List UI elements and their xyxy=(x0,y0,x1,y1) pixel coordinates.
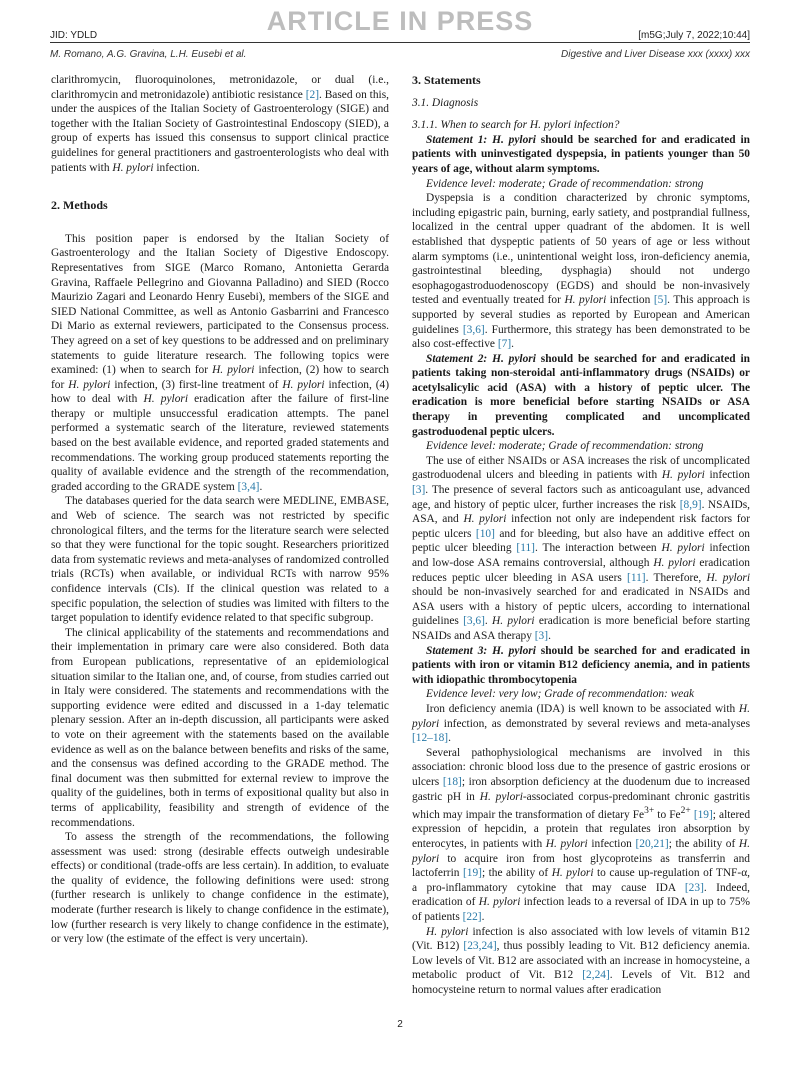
section-heading-statements: 3. Statements xyxy=(412,73,481,87)
methods-paragraph-4: To assess the strength of the recommendations, the following assessment was used: strong (desirable effects outweigh undesirable effects) or conditional (trade-offs are less certain). In addition, to evaluate the quality of evidence, the following definitions were used: strong (further research is unlikely to change confidence in the estimate), moderate (further research is likely to change confidence in the estimate), low (further research is very likely to change confidence in the estimate), or very low (the estimate of the effect is very uncertain). xyxy=(51,831,389,946)
subsection-heading-diagnosis: 3.1. Diagnosis xyxy=(412,96,479,109)
citation-link[interactable]: [5] xyxy=(653,294,668,307)
citation-link[interactable]: [8,9] xyxy=(679,498,702,511)
citation-link[interactable]: [3] xyxy=(534,629,549,642)
citation-link[interactable]: [11] xyxy=(516,542,535,555)
page-number: 2 xyxy=(397,1019,403,1030)
statement-3-paragraph-3: H. pylori infection is also associated with low levels of vitamin B12 (Vit. B12) [23,24], thus possibly leading to Vit. B12 deficiency anemia. Low levels of Vit. B12 are associated with an increase in homocysteine, a metabolic product of Vit. B12 [2,24]. Levels of Vit. B12 and homocysteine return to normal values after eradication xyxy=(412,925,751,997)
citation-link[interactable]: [2,24] xyxy=(582,969,610,982)
statement-1-evidence: Evidence level: moderate; Grade of recommendation: strong xyxy=(426,177,704,190)
citation-link[interactable]: [3,6] xyxy=(462,323,485,336)
statement-3-evidence: Evidence level: very low; Grade of recommendation: weak xyxy=(426,688,695,701)
statement-2-evidence: Evidence level: moderate; Grade of recommendation: strong xyxy=(426,440,704,453)
build-meta: [m5G;July 7, 2022;10:44] xyxy=(638,30,750,41)
statement-3-paragraph-1: Iron deficiency anemia (IDA) is well known to be associated with H. pylori infection, as demonstrated by several reviews and meta-analyses [12–18]. xyxy=(412,702,750,745)
statement-1: Statement 1: H. pylori should be searched for and eradicated in patients with uninvestigated dyspepsia, in patients younger than 50 years of age, without alarm symptoms. xyxy=(412,133,751,175)
citation-link[interactable]: [20,21] xyxy=(635,838,669,851)
citation-link[interactable]: [18] xyxy=(442,775,462,788)
citation-link[interactable]: [3] xyxy=(412,484,426,497)
header-rule xyxy=(50,42,750,43)
left-column xyxy=(51,73,389,947)
citation-link[interactable]: [7] xyxy=(497,338,512,351)
statement-3-paragraph-2: Several pathophysiological mechanisms are involved in this association: chronic blood loss due to the presence of gastric erosions or ulcers [18]; iron absorption deficiency at the duodenum due to increased gastric pH in H. pylori-associated corpus-predominant chronic gastritis which may impair the transformation of dietary $Fe^{3+}$ to $Fe^{2+}$ [19]; altered expression of hepcidin, a protein that regulates iron absorption by enterocytes, in patients with H. pylori infection [20,21]; the ability of H. pylori to acquire iron from host glycoproteins as transferrin and lactoferrin [19]; the ability of H. pylori to cause up-regulation of TNF-α, a pro-inflammatory cytokine that may cause IDA [23]. Indeed, eradication of H. pylori infection leads to a reversal of IDA in up to 75% of patients [22]. xyxy=(412,746,751,924)
running-journal: Digestive and Liver Disease xxx (xxxx) xxx xyxy=(561,49,750,60)
citation-link[interactable]: [3,6] xyxy=(463,615,485,628)
citation-link[interactable]: [23] xyxy=(684,881,704,894)
methods-paragraph-1: This position paper is endorsed by the Italian Society of Gastroenterology and the Italian Society of Digestive Endoscopy. Representatives from SIGE (Marco Romano, Antonietta Gerarda Gravina, Raffaele Pellegrino and Giovanna Palladino) and SIED (Rocco Maurizio Zagari and Leonardo Henry Eusebi), members of the SIGE and SIED National Committee, as well as Antonio Gasbarrini and Francesco Di Mario as external reviewers, participated to the Consensus process. They agreed on a set of key questions to be addressed and on preliminary statements to guide literature research. The following topics were examined: (1) when to search for H. pylori infection, (2) how to search for H. pylori infection, (3) first-line treatment of H. pylori infection, (4) how to deal with H. pylori eradication after the failure of first-line therapy or multiple unsuccessful eradication attempts. The panel performed a systematic search of the literature, reviewed statements based on the best available evidence, and reported graded statements and recommendations. The working group produced statements reporting the quality of available evidence and the strength of the recommendation, graded according to the GRADE system [3,4]. xyxy=(51,232,390,493)
citation-link[interactable]: [19] xyxy=(693,808,713,821)
statement-1-paragraph: Dyspepsia is a condition characterized by chronic symptoms, including epigastric pain, burning, early satiety, and postprandial fullness, localized in the central upper quadrant of the abdomen. It is well established that dyspeptic patients of 50 years of age or less without alarm symptoms (i.e., unintentional weight loss, iron-deficiency anemia, gastrointestinal bleeding, dysphagia) should not undergo esophagogastroduodenoscopy (EGDS) and should be non-invasively tested and eventually treated for H. pylori infection [5]. This approach is supported by several studies as reported by European and American guidelines [3,6]. Furthermore, this strategy has been demonstrated to be also cost-effective [7]. xyxy=(412,192,751,351)
citation-link[interactable]: [10] xyxy=(475,527,495,540)
citation-link[interactable]: [3,4] xyxy=(237,480,260,493)
question-heading: 3.1.1. When to search for H. pylori infection? xyxy=(412,119,620,132)
statement-3: Statement 3: H. pylori should be searched for and eradicated in patients with iron or vitamin B12 deficiency anemia, and in patients with idiopathic thrombocytopenia xyxy=(412,644,751,686)
right-column xyxy=(412,73,750,998)
section-heading-methods: 2. Methods xyxy=(51,198,108,213)
journal-id: JID: YDLD xyxy=(50,30,98,41)
methods-paragraph-3: The clinical applicability of the statements and recommendations and their implementation in primary care were also considered. Both data from European publications, representative of an epidemiological situation similar to the Italian one, and, of course, from studies carried out in Italy were considered. The statements and recommendations with the supporting evidence were edited and discussed in a 1-day telematic plenary session. After an in-depth discussion, all participants were asked to vote on their agreement with the statements based on the available evidence as well as on the balance between benefits and risks of the same, and the consensus was defined according to the GRADE method. The final document was then submitted for external review to improve the quality of the guidelines, both in terms of expositional quality but also in terms of applicability, feasibility and strength of evidence of the recommendations. xyxy=(51,626,389,829)
article-in-press-banner: ARTICLE IN PRESS xyxy=(266,6,534,36)
intro-paragraph-end: clarithromycin, fluoroquinolones, metronidazole, or dual (i.e., clarithromycin and metronidazole) antibiotic resistance [2]. Based on this, under the auspices of the Italian Society of Gastroenterology (SIGE) and together with the Italian Society of Gastrointestinal Endoscopy (SIED), a group of experts has issued this consensus to support clinical practice guidelines for general practitioners and gastroenterologists who deal with patients with H. pylori infection. xyxy=(51,74,389,174)
statement-2: Statement 2: H. pylori should be searched for and eradicated in patients taking non-steroidal anti-inflammatory drugs (NSAIDs) or acetylsalicylic acid (ASA) with a history of peptic ulcer. The eradication is more beneficial before starting NSAIDs or ASA therapy in preventing complicated and uncomplicated gastroduodenal peptic ulcers. xyxy=(412,352,751,438)
citation-link[interactable]: [23,24] xyxy=(463,940,497,953)
citation-link[interactable]: [22] xyxy=(462,911,482,924)
citation-link[interactable]: [12–18] xyxy=(412,732,449,745)
running-authors: M. Romano, A.G. Gravina, L.H. Eusebi et al. xyxy=(50,49,247,60)
statement-2-paragraph: The use of either NSAIDs or ASA increases the risk of uncomplicated gastroduodenal ulcers and bleeding in patients with H. pylori infection [3]. The presence of several factors such as anticoagulant use, advanced age, and history of peptic ulcer, further increases the risk [8,9]. NSAIDs, ASA, and H. pylori infection not only are independent risk factors for peptic ulcers [10] and for bleeding, but also have an additive effect on peptic ulcer bleeding [11]. The interaction between H. pylori infection and low-dose ASA remains controversial, although H. pylori eradication reduces peptic ulcer bleeding in ASA users [11]. Therefore, H. pylori should be non-invasively searched for and eradicated in NSAIDs and ASA users with a history of peptic ulcers, according to international guidelines [3,6]. H. pylori eradication is more beneficial before starting NSAIDs and ASA therapy [3]. xyxy=(412,454,751,642)
citation-link[interactable]: [11] xyxy=(627,571,646,584)
methods-paragraph-2: The databases queried for the data search were MEDLINE, EMBASE, and Web of science. The search was not restricted by specific chronological filters, and the terms for the literature search were selected so that they were functional for the topic sought. Researchers prioritized data from systematic reviews and meta-analyses of randomized controlled trials (RCTs) when available, or individual RCTs with narrow 95% confidence intervals (CIs). If the clinical question was related to a specific population, the selection of studies was limited with filters to the target population to identify evidence related to that specific subgroup. xyxy=(51,495,389,625)
citation-link[interactable]: [19] xyxy=(462,867,482,880)
citation-link[interactable]: [2] xyxy=(305,88,319,101)
